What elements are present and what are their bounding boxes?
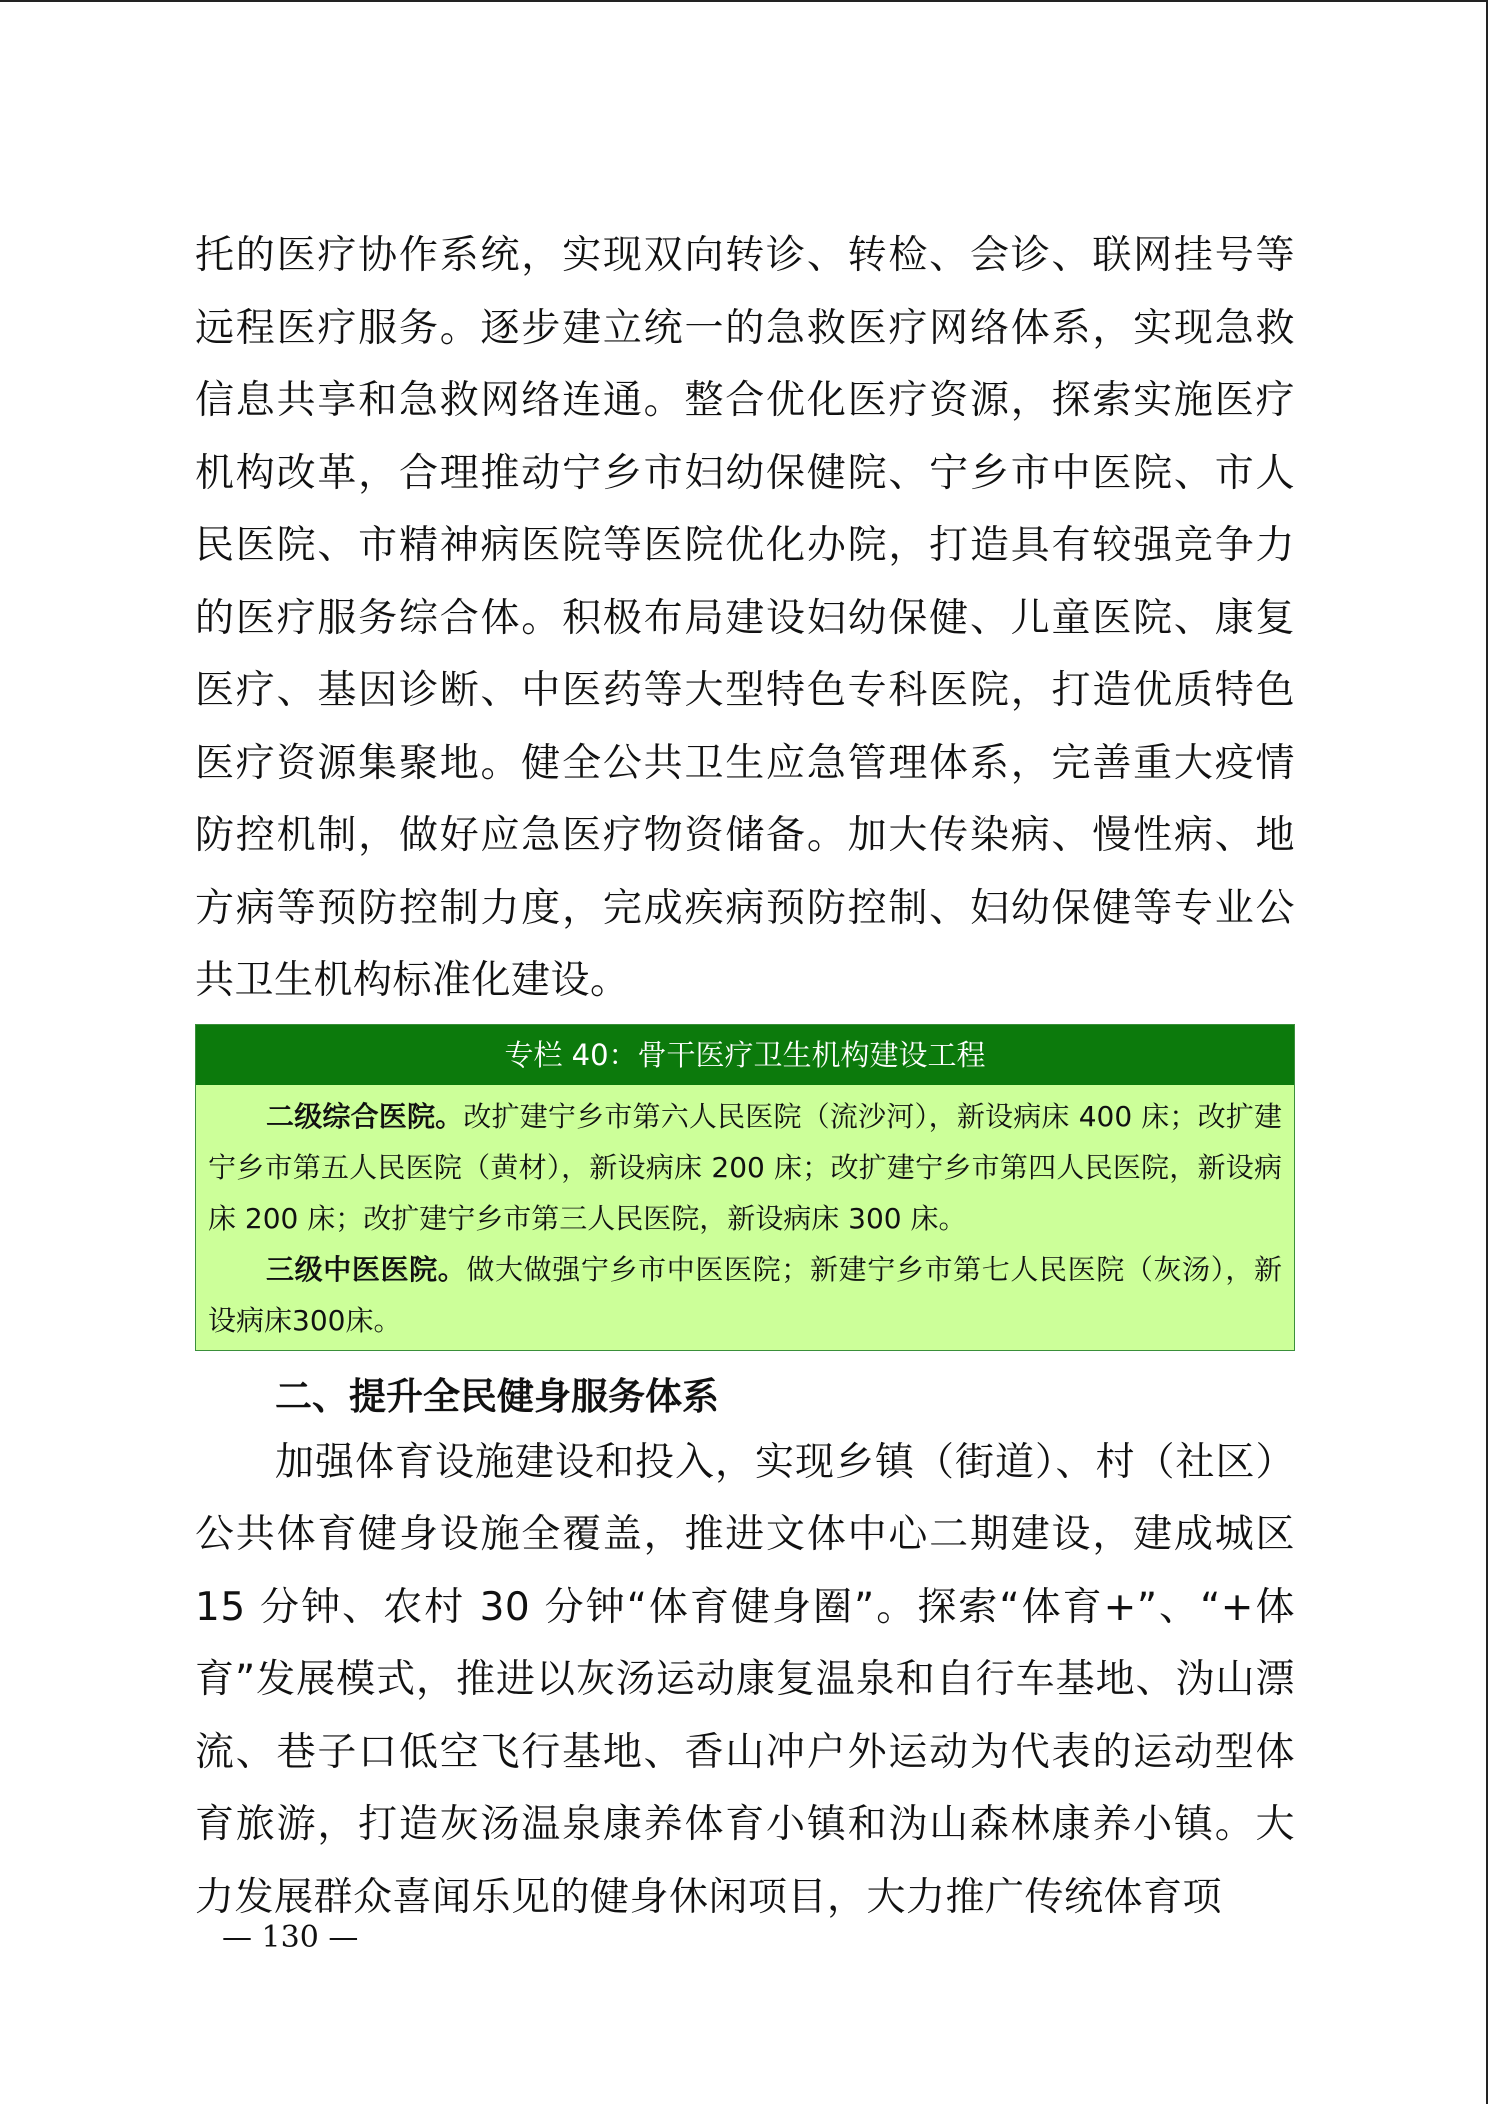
- column-item-label: 二级综合医院。: [266, 1099, 464, 1133]
- column-item-text: 改扩建宁乡市第六人民医院（流沙河），新设病床 400 床；改扩建宁乡市第五人民医院（黄材），新设病床 200 床；改扩建宁乡市第四人民医院，新设病床 200 床；改扩建宁乡市第三人民医院，新设病床 300 床。: [208, 1099, 1282, 1235]
- top-border-line: [0, 0, 1488, 2]
- page-number: — 130 —: [222, 1920, 359, 1955]
- column-item-tcm-hospitals: [208, 1244, 1282, 1346]
- column-item-secondary-hospitals: [208, 1091, 1282, 1244]
- section-paragraph: 加强体育设施建设和投入，实现乡镇（街道）、村（社区）公共体育健身设施全覆盖，推进文体中心二期建设，建成城区 15 分钟、农村 30 分钟“体育健身圈”。探索“体育+”、“+体育”发展模式，推进以灰汤运动康复温泉和自行车基地、沩山漂流、巷子口低空飞行基地、香山冲户外运动为代表的运动型体育旅游，打造灰汤温泉康养体育小镇和沩山森林康养小镇。大力发展群众喜闻乐见的健身休闲项目，大力推广传统体育项: [195, 1439, 1295, 1920]
- column-body: [196, 1085, 1294, 1350]
- column-title: 专栏 40：骨干医疗卫生机构建设工程: [196, 1025, 1294, 1085]
- page-content: [195, 220, 1295, 1934]
- section-heading: 二、提升全民健身服务体系: [275, 1374, 719, 1418]
- special-column-box: [195, 1024, 1295, 1351]
- column-item-label: 三级中医医院。: [266, 1252, 467, 1286]
- body-paragraph: 托的医疗协作系统，实现双向转诊、转检、会诊、联网挂号等远程医疗服务。逐步建立统一的急救医疗网络体系，实现急救信息共享和急救网络连通。整合优化医疗资源，探索实施医疗机构改革，合理推动宁乡市妇幼保健院、宁乡市中医院、市人民医院、市精神病医院等医院优化办院，打造具有较强竞争力的医疗服务综合体。积极布局建设妇幼保健、儿童医院、康复医疗、基因诊断、中医药等大型特色专科医院，打造优质特色医疗资源集聚地。健全公共卫生应急管理体系，完善重大疫情防控机制，做好应急医疗物资储备。加大传染病、慢性病、地方病等预防控制力度，完成疾病预防控制、妇幼保健等专业公共卫生机构标准化建设。: [195, 233, 1295, 1003]
- column-item-text: 做大做强宁乡市中医医院；新建宁乡市第七人民医院（灰汤），新设病床300床。: [208, 1252, 1282, 1337]
